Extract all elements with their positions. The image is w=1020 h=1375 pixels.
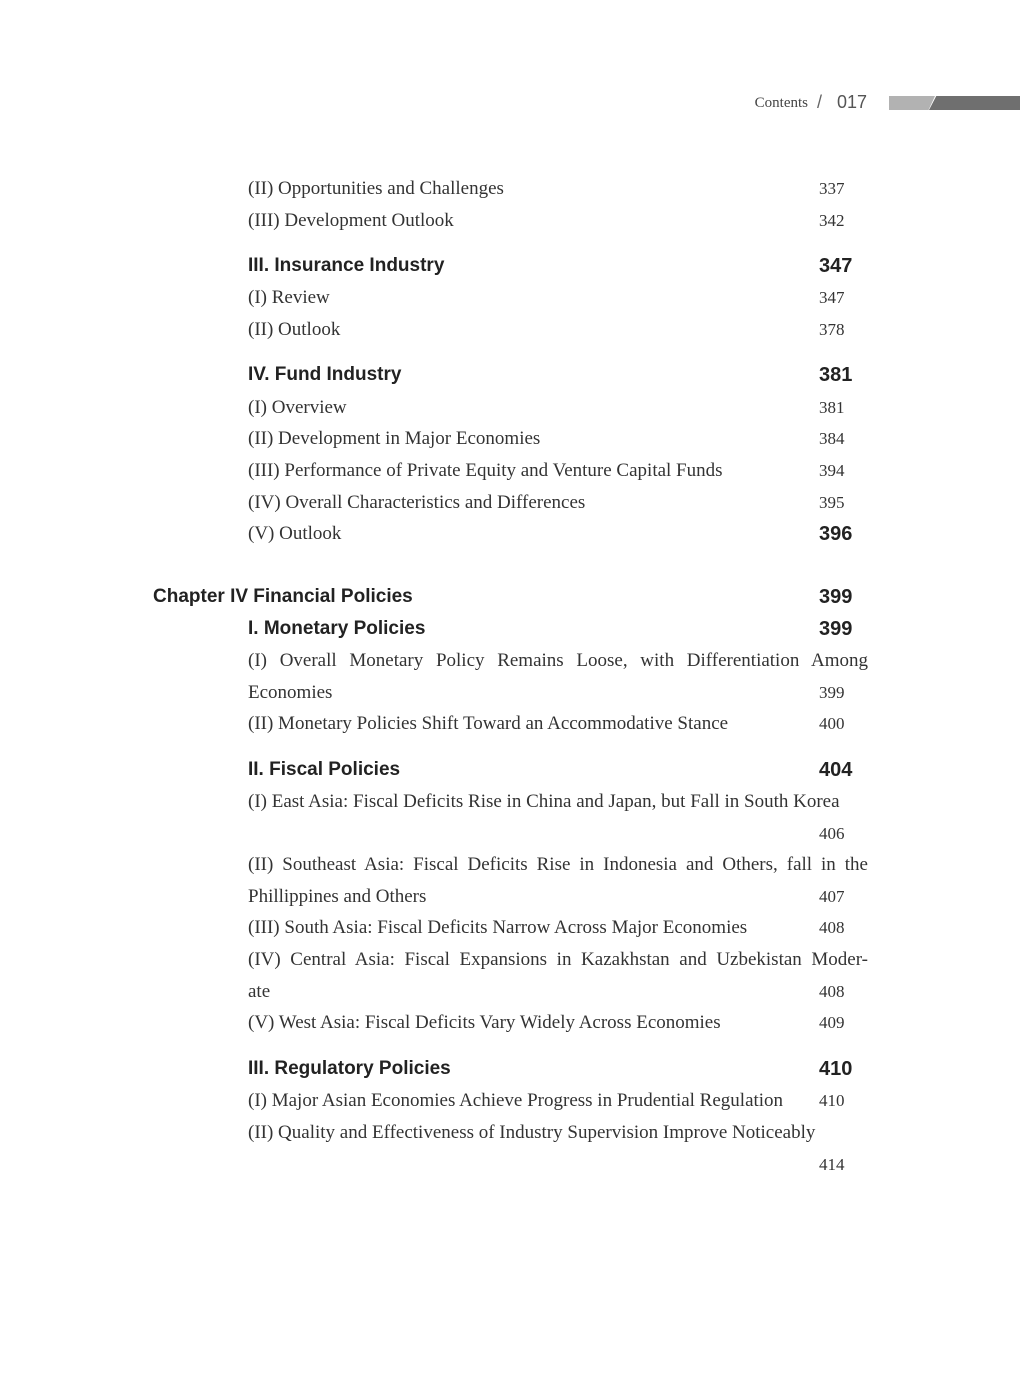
header-label: Contents <box>754 95 808 111</box>
toc-entry-title: (I) Major Asian Economies Achieve Progress in Prudential Regulation <box>248 1090 784 1111</box>
toc-entry-page: 408 <box>819 918 845 937</box>
toc-entry <box>248 392 868 424</box>
toc-entry-title: (I) Review <box>248 287 330 308</box>
header-separator: / <box>817 92 823 112</box>
toc-entry-page: 337 <box>819 179 845 198</box>
toc-entry <box>248 173 868 205</box>
toc-entry-page: 395 <box>819 493 845 512</box>
toc-entry-page: 378 <box>819 320 845 339</box>
toc-entry-title-line1: (IV) Central Asia: Fiscal Expansions in Kazakhstan and Uzbekistan Moder- <box>248 949 868 970</box>
toc-entry-title: (III) Performance of Private Equity and Venture Capital Funds <box>248 460 723 481</box>
toc-chapter-title: Chapter IV Financial Policies <box>153 586 413 607</box>
toc-section-title: II. Fiscal Policies <box>248 759 401 780</box>
toc-entry <box>248 786 868 843</box>
toc-entry <box>248 1085 868 1117</box>
toc-entry-title-line2: ate <box>248 981 271 1002</box>
header-decor-bar-light <box>889 96 935 110</box>
toc-entry-page: 410 <box>819 1091 845 1110</box>
toc-section-page: 410 <box>819 1058 853 1080</box>
header-page-number: 017 <box>837 92 868 112</box>
toc-entry <box>248 708 868 740</box>
toc-entry <box>248 912 868 944</box>
toc-entry-title-line2: Economies <box>248 682 333 703</box>
toc-entry-title: (III) South Asia: Fiscal Deficits Narrow Across Major Economies <box>248 917 748 938</box>
toc-section <box>248 1058 868 1080</box>
toc-entry <box>248 849 868 913</box>
toc-section-page: 404 <box>819 759 853 781</box>
toc-entry-page: 396 <box>819 523 853 545</box>
toc-entry <box>248 282 868 314</box>
toc-entry <box>248 645 868 709</box>
toc-entry-page: 409 <box>819 1013 845 1032</box>
toc-entry-page: 408 <box>819 982 845 1001</box>
toc-entry-title: (III) Development Outlook <box>248 210 454 231</box>
toc-entry <box>248 487 868 519</box>
toc-entry <box>248 1007 868 1039</box>
toc-section-page: 381 <box>819 364 853 386</box>
toc-section <box>248 364 868 386</box>
toc-entry-title-line1: (II) Quality and Effectiveness of Industry Supervision Improve Noticeably <box>248 1122 816 1143</box>
toc-entry <box>248 518 868 550</box>
toc-entry <box>248 423 868 455</box>
toc-section-title: III. Regulatory Policies <box>248 1058 451 1079</box>
toc-entry-title: (II) Development in Major Economies <box>248 428 541 449</box>
toc-entry-page: 394 <box>819 461 845 480</box>
toc-chapter-page: 399 <box>819 586 853 608</box>
toc-section-title: IV. Fund Industry <box>248 364 402 385</box>
toc-entry-title: (I) Overview <box>248 397 347 418</box>
toc-entry-title-line2: Phillippines and Others <box>248 886 427 907</box>
header-decor-bar-dark <box>929 96 1020 110</box>
toc-section <box>248 255 868 277</box>
toc-section-page: 347 <box>819 255 853 277</box>
toc-section <box>248 759 868 781</box>
toc-entry-page: 384 <box>819 429 845 448</box>
toc-entry-title-line1: (I) Overall Monetary Policy Remains Loose, with Differentiation Among <box>248 650 868 671</box>
toc-entry <box>248 944 868 1008</box>
toc-entry-page: 399 <box>819 683 845 702</box>
toc-entry-title: (V) Outlook <box>248 523 342 544</box>
toc-entry-page: 342 <box>819 211 845 230</box>
running-header <box>0 90 1020 116</box>
toc-entry-title-line1: (II) Southeast Asia: Fiscal Deficits Rise in Indonesia and Others, fall in the <box>248 854 868 875</box>
toc-entry-title: (V) West Asia: Fiscal Deficits Vary Widely Across Economies <box>248 1012 721 1033</box>
toc-entry-page: 347 <box>819 288 845 307</box>
toc-section <box>248 618 868 640</box>
toc-chapter <box>153 586 868 608</box>
toc-section-title: III. Insurance Industry <box>248 255 445 276</box>
toc-entry-title-line1: (I) East Asia: Fiscal Deficits Rise in China and Japan, but Fall in South Korea <box>248 791 840 812</box>
toc-section-page: 399 <box>819 618 853 640</box>
toc-entry <box>248 1117 868 1174</box>
toc-entry <box>248 455 868 487</box>
toc-entry-page: 406 <box>819 824 845 843</box>
toc-entry-page: 407 <box>819 887 845 906</box>
toc-entry <box>248 314 868 346</box>
toc-entry-title: (IV) Overall Characteristics and Differences <box>248 492 586 513</box>
toc-entry-page: 400 <box>819 714 845 733</box>
toc-entry <box>248 205 868 237</box>
toc-entry-title: (II) Monetary Policies Shift Toward an Accommodative Stance <box>248 713 729 734</box>
toc-entry-title: (II) Outlook <box>248 319 341 340</box>
toc-entry-title: (II) Opportunities and Challenges <box>248 178 504 199</box>
toc-section-title: I. Monetary Policies <box>248 618 426 639</box>
toc-entry-page: 414 <box>819 1155 845 1174</box>
toc-entry-page: 381 <box>819 398 845 417</box>
